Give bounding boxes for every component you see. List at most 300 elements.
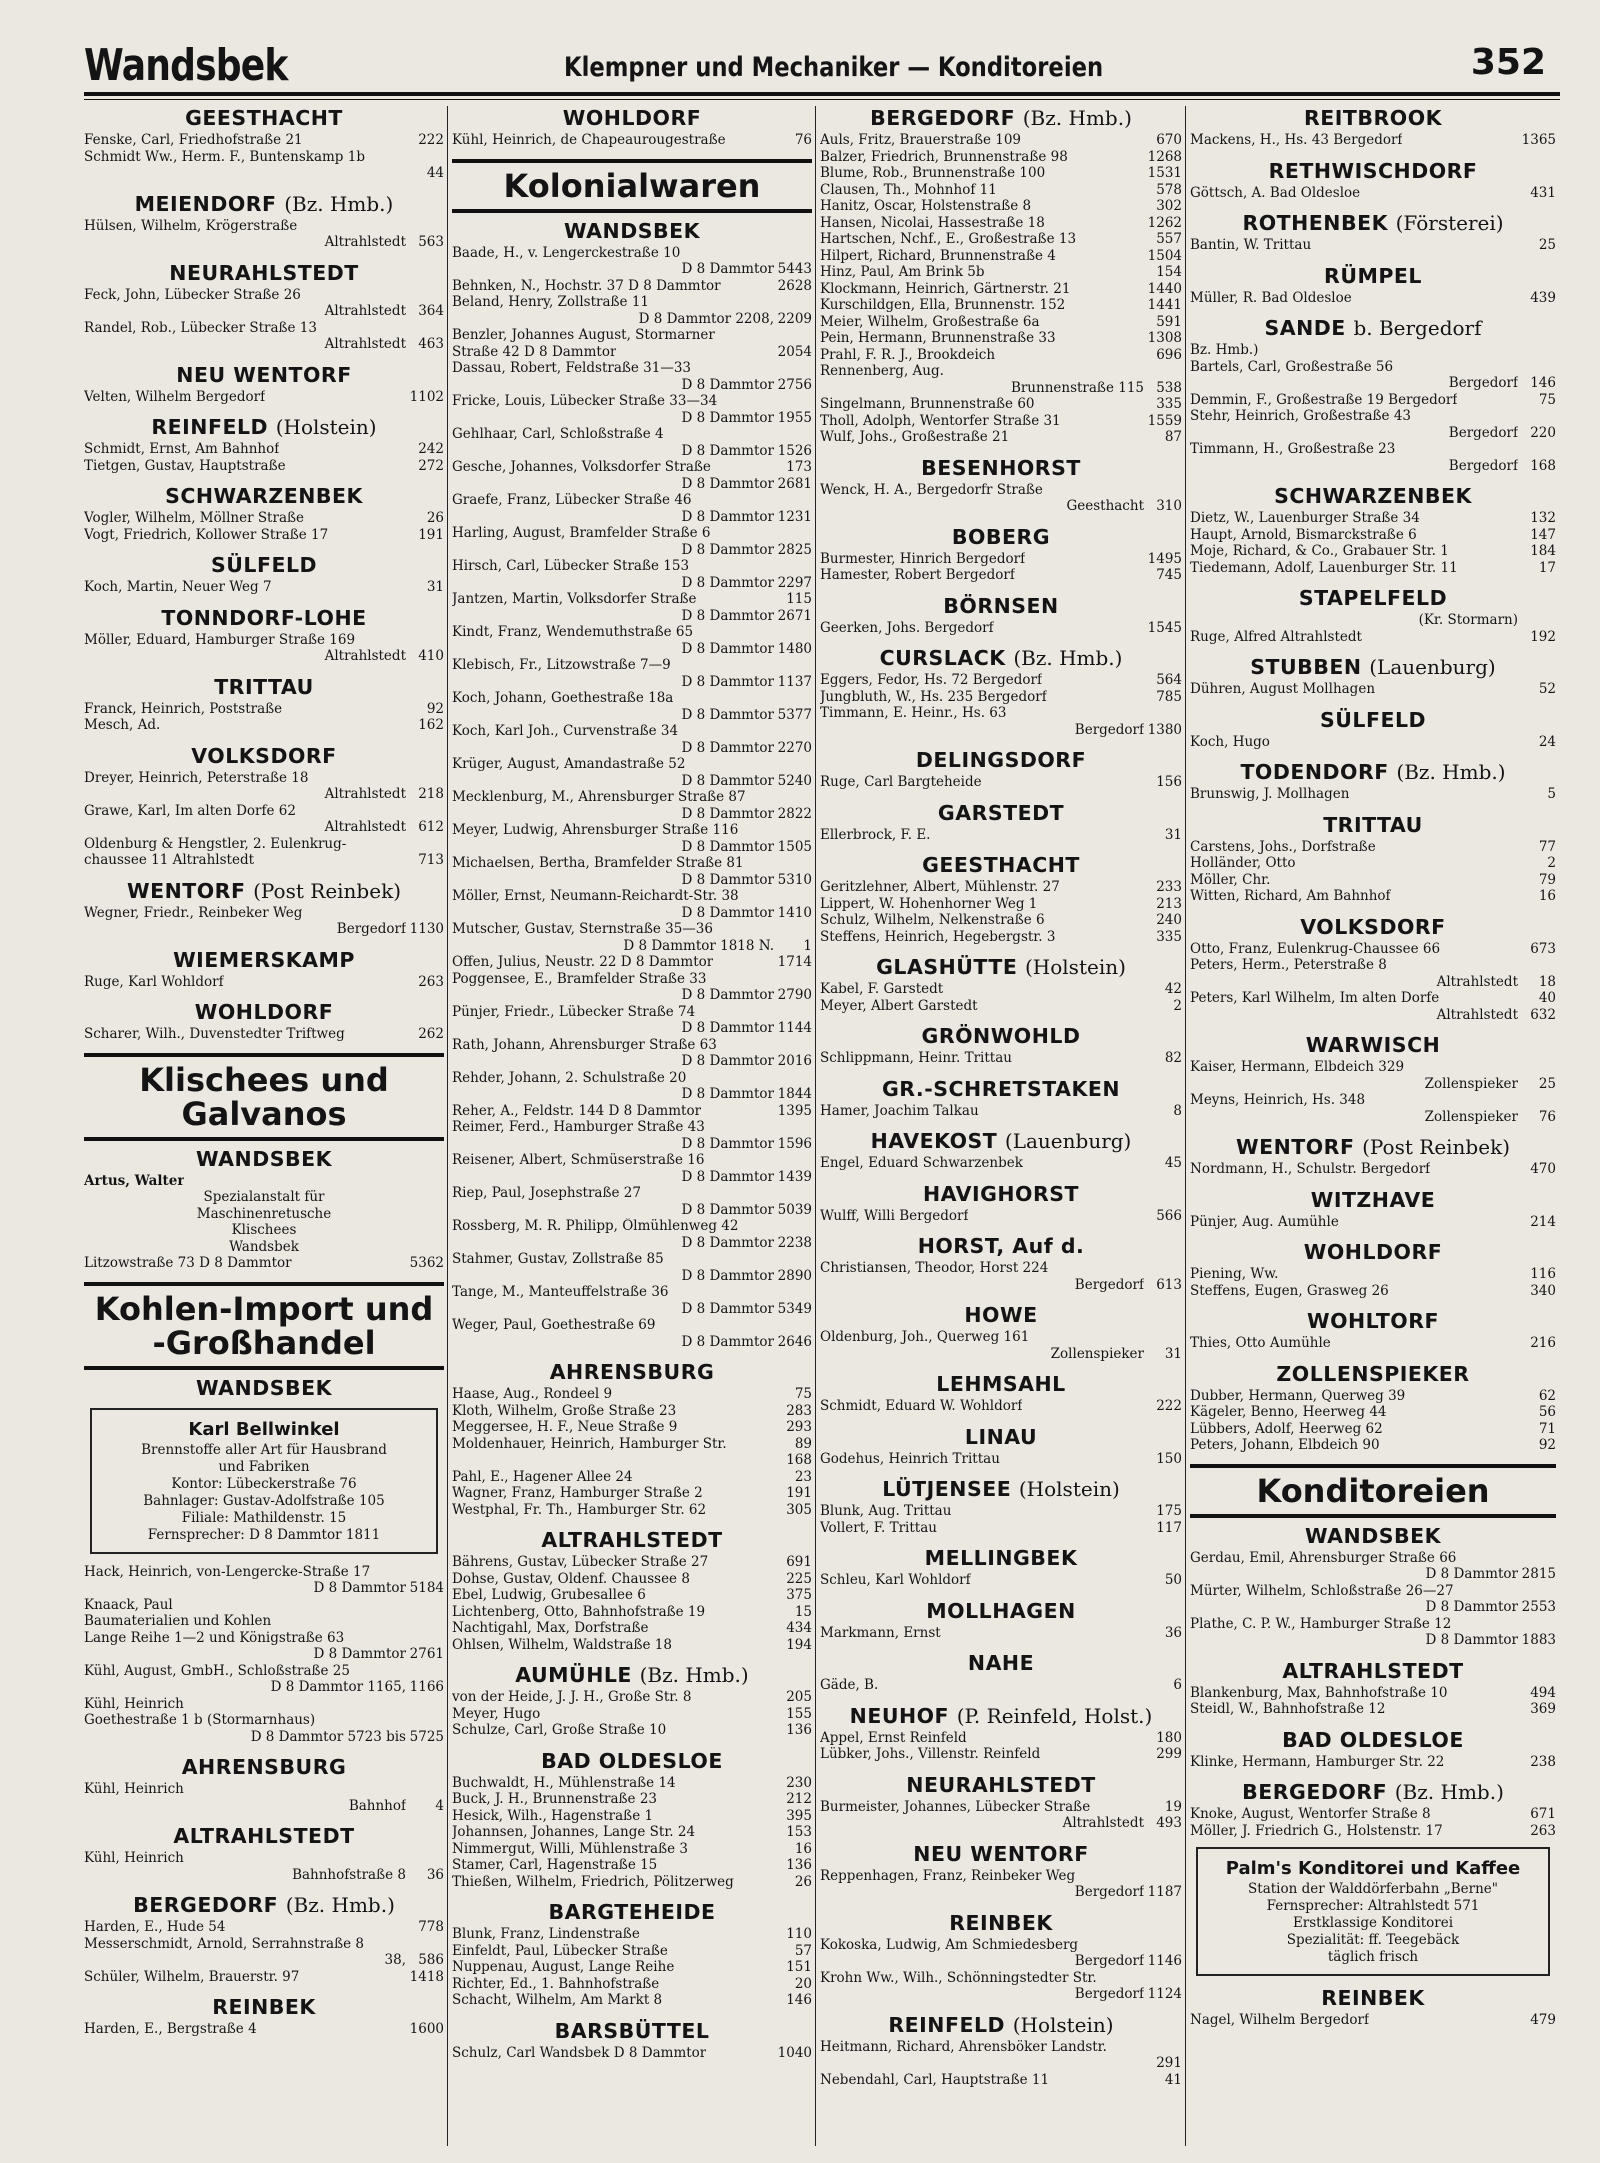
entry-phone: 15 xyxy=(794,1603,812,1620)
directory-entry xyxy=(452,1857,812,1874)
entry-phone: 5039 xyxy=(777,1201,812,1218)
place-heading xyxy=(1190,915,1556,939)
entry-text: D 8 Dammtor 5723 bis xyxy=(250,1728,406,1745)
directory-entry xyxy=(84,717,444,734)
place-heading: WANDSBEK xyxy=(195,1146,332,1171)
directory-section xyxy=(452,1360,812,1518)
directory-entry xyxy=(84,974,444,991)
directory-entry xyxy=(1190,941,1556,958)
directory-entry xyxy=(1190,185,1556,202)
entry-phone: 17 xyxy=(1538,559,1556,576)
entry-phone: 57 xyxy=(794,1942,812,1959)
entry-phone: 1480 xyxy=(777,640,812,657)
entry-phone: 1955 xyxy=(777,409,812,426)
entry-text: Möller, Chr. xyxy=(1190,871,1271,888)
entry-text: Zollenspieker xyxy=(1050,1345,1144,1362)
entry-phone: 2681 xyxy=(777,475,812,492)
directory-entry xyxy=(1190,1404,1556,1421)
place-heading xyxy=(84,415,444,439)
page-number: 352 xyxy=(1470,42,1546,83)
place-heading xyxy=(820,1077,1182,1101)
directory-section xyxy=(84,948,444,991)
directory-entry xyxy=(452,773,812,790)
place-name: LINAU xyxy=(964,1424,1038,1449)
entry-text: Vogler, Wilhelm, Möllner Straße xyxy=(84,510,304,526)
place-name: GEESTHACHT xyxy=(922,853,1080,877)
directory-entry xyxy=(452,360,812,377)
directory-entry xyxy=(84,389,444,406)
directory-section xyxy=(452,1663,812,1739)
directory-entry xyxy=(452,674,812,691)
directory-entry xyxy=(452,1976,812,1993)
entry-phone: 1102 xyxy=(409,388,444,405)
directory-entry xyxy=(452,1452,812,1469)
directory-entry xyxy=(452,822,812,839)
entry-phone: 2628 xyxy=(777,277,812,294)
directory-entry xyxy=(452,1103,812,1120)
entry-text: Timmann, H., Großestraße 23 xyxy=(1190,441,1396,457)
entry-phone: 41 xyxy=(1164,2071,1182,2088)
entry-text: Otto, Franz, Eulenkrug-Chaussee 66 xyxy=(1190,940,1441,957)
directory-section xyxy=(452,1528,812,1653)
entry-text: Möller, Eduard, Hamburger Straße 169 xyxy=(84,631,356,648)
entry-text: 38, xyxy=(384,1952,406,1968)
entry-phone: 2297 xyxy=(777,574,812,591)
entry-phone: 5349 xyxy=(777,1300,812,1317)
directory-entry xyxy=(84,1919,444,1936)
place-qualifier: (P. Reinfeld, Holst.) xyxy=(956,1703,1153,1728)
directory-section xyxy=(1190,586,1556,645)
directory-entry xyxy=(84,1696,444,1713)
directory-entry xyxy=(452,954,812,971)
place-name: LEHMSAHL xyxy=(936,1372,1066,1396)
entry-phone: 2825 xyxy=(777,541,812,558)
entry-text: Kühl, Heinrich xyxy=(84,1695,184,1712)
entry-text: Kühl, Heinrich xyxy=(84,1850,184,1866)
directory-entry xyxy=(1190,681,1556,698)
entry-text: Haase, Aug., Rondeel 9 xyxy=(452,1386,613,1402)
entry-phone: 25 xyxy=(1538,237,1556,253)
entry-phone: 75 xyxy=(794,1386,812,1402)
directory-entry xyxy=(452,740,812,757)
entry-text: Ellerbrock, F. E. xyxy=(820,826,931,843)
place-heading xyxy=(820,1303,1182,1327)
entry-text: Baade, H., v. Lengerckestraße 10 xyxy=(452,244,681,261)
directory-entry xyxy=(452,624,812,641)
entry-text: Peters, Karl Wilhelm, Im alten Dorfe xyxy=(1190,990,1440,1006)
header-town: Wandsbek xyxy=(84,40,288,91)
entry-text: Witten, Richard, Am Bahnhof xyxy=(1190,888,1391,904)
place-name: REINBEK xyxy=(212,1995,316,2019)
header-rule xyxy=(84,92,1560,96)
place-heading xyxy=(1190,813,1556,837)
directory-section xyxy=(84,261,444,353)
directory-section xyxy=(1190,211,1556,254)
entry-text: Poggensee, E., Bramfelder Straße 33 xyxy=(452,970,707,987)
entry-text: Geerken, Johs. Bergedorf xyxy=(820,619,994,636)
entry-phone: 117 xyxy=(1156,1519,1182,1536)
entry-text: Benzler, Johannes August, Stormarner xyxy=(452,327,715,343)
entry-text: Kindt, Franz, Wendemuthstraße 65 xyxy=(452,624,694,640)
entry-text: Scharer, Wilh., Duvenstedter Triftweg xyxy=(84,1026,345,1042)
directory-section xyxy=(1190,708,1556,751)
entry-phone: 92 xyxy=(426,700,444,717)
entry-phone: 283 xyxy=(786,1402,812,1419)
entry-phone: 2 xyxy=(1547,855,1556,871)
directory-entry xyxy=(452,1169,812,1186)
place-qualifier: (Post Reinbek) xyxy=(1362,1135,1510,1159)
entry-phone: 2890 xyxy=(777,1267,812,1284)
directory-section xyxy=(820,1303,1182,1362)
entry-text: Michaelsen, Bertha, Bramfelder Straße 81 xyxy=(452,855,744,871)
entry-phone: 369 xyxy=(1530,1701,1556,1717)
entry-phone: 16 xyxy=(1538,888,1556,904)
place-qualifier: (Post Reinbek) xyxy=(253,878,401,903)
entry-phone: 431 xyxy=(1530,184,1556,201)
entry-phone: 5 xyxy=(1547,786,1556,802)
directory-entry xyxy=(452,132,812,149)
directory-entry xyxy=(452,921,812,938)
entry-text: D 8 Dammtor xyxy=(681,508,774,525)
directory-section xyxy=(452,2019,812,2062)
entry-text: Geritzlehner, Albert, Mühlenstr. 27 xyxy=(820,879,1060,895)
directory-entry xyxy=(820,264,1182,281)
entry-phone: 263 xyxy=(1530,1822,1556,1839)
entry-text: Blume, Rob., Brunnenstraße 100 xyxy=(820,165,1046,181)
directory-entry xyxy=(1190,2012,1556,2029)
directory-entry xyxy=(820,879,1182,896)
place-name: BAD OLDESLOE xyxy=(541,1748,723,1773)
place-heading xyxy=(1190,586,1556,610)
directory-entry xyxy=(1190,392,1556,409)
entry-text: Harden, E., Hude 54 xyxy=(84,1919,226,1935)
directory-entry xyxy=(452,1070,812,1087)
directory-section xyxy=(820,1372,1182,1415)
place-name: ZOLLENSPIEKER xyxy=(1276,1361,1470,1386)
place-name: WOHLTORF xyxy=(1306,1309,1440,1333)
place-name: BERGEDORF xyxy=(870,106,1016,130)
entry-phone: 136 xyxy=(786,1857,812,1873)
entry-text: D 8 Dammtor xyxy=(681,871,774,888)
entry-phone: 242 xyxy=(418,441,444,457)
directory-entry xyxy=(452,905,812,922)
directory-entry xyxy=(452,377,812,394)
directory-entry xyxy=(452,641,812,658)
entry-phone: 18 xyxy=(1538,973,1556,990)
entry-phone: 168 xyxy=(1530,457,1556,474)
directory-entry xyxy=(820,1884,1182,1901)
directory-entry xyxy=(1190,629,1556,646)
entry-text: Mackens, H., Hs. 43 Bergedorf xyxy=(1190,132,1403,148)
entry-text: Koch, Karl Joh., Curvenstraße 34 xyxy=(452,723,679,739)
category-heading-line: -Großhandel xyxy=(152,1323,376,1362)
place-heading xyxy=(820,525,1182,549)
place-qualifier: (Holstein) xyxy=(1012,2012,1114,2037)
directory-entry xyxy=(820,182,1182,199)
entry-text: Dreyer, Heinrich, Peterstraße 18 xyxy=(84,769,309,786)
ad-line: und Fabriken xyxy=(218,1458,310,1475)
place-qualifier: (Bz. Hmb.) xyxy=(1396,760,1506,784)
place-name: BARGTEHEIDE xyxy=(548,1900,716,1924)
directory-entry xyxy=(84,149,444,166)
entry-text: Hansen, Nicolai, Hassestraße 18 xyxy=(820,214,1045,231)
entry-text: Offen, Julius, Neustr. 22 D 8 Dammtor xyxy=(452,954,714,970)
directory-entry xyxy=(820,215,1182,232)
place-heading xyxy=(820,1911,1182,1935)
entry-phone: 192 xyxy=(1530,628,1556,645)
entry-phone: 26 xyxy=(794,1873,812,1890)
directory-entry xyxy=(820,482,1182,499)
entry-text: D 8 Dammtor xyxy=(681,1053,774,1069)
column-divider xyxy=(447,106,448,2146)
directory-entry xyxy=(820,827,1182,844)
entry-phone: 395 xyxy=(786,1807,812,1824)
entry-text: Bergedorf xyxy=(1448,375,1518,391)
directory-section xyxy=(84,363,444,406)
directory-entry xyxy=(820,1815,1182,1832)
place-heading xyxy=(820,1129,1182,1153)
entry-text: Gäde, B. xyxy=(820,1677,879,1693)
place-name: GEESTHACHT xyxy=(185,106,343,130)
place-name: ALTRAHLSTEDT xyxy=(1282,1658,1464,1683)
place-heading xyxy=(1190,1524,1556,1548)
directory-entry xyxy=(820,672,1182,689)
directory-entry xyxy=(452,294,812,311)
directory-section xyxy=(820,1425,1182,1468)
entry-text: Möller, J. Friedrich G., Holstenstr. 17 xyxy=(1190,1822,1443,1839)
place-heading xyxy=(820,1704,1182,1728)
entry-phone: 578 xyxy=(1156,181,1182,198)
directory-entry xyxy=(452,1841,812,1858)
entry-phone: 184 xyxy=(1530,543,1556,559)
place-name: GARSTEDT xyxy=(937,800,1065,825)
directory-entry xyxy=(820,380,1182,397)
entry-phone: 1187 xyxy=(1147,1884,1182,1900)
entry-phone: 263 xyxy=(418,973,444,990)
entry-text: D 8 Dammtor xyxy=(1425,1566,1518,1582)
entry-text: Rehder, Johann, 2. Schulstraße 20 xyxy=(452,1069,687,1086)
entry-phone: 205 xyxy=(786,1689,812,1705)
place-heading xyxy=(820,1024,1182,1048)
entry-text: Ruge, Carl Bargteheide xyxy=(820,774,982,790)
directory-entry xyxy=(84,1798,444,1815)
entry-text: Bergedorf xyxy=(1074,1953,1144,1969)
entry-text: Velten, Wilhelm Bergedorf xyxy=(84,388,266,405)
entry-phone: 180 xyxy=(1156,1729,1182,1746)
directory-entry xyxy=(1190,290,1556,307)
entry-text: Pünjer, Friedr., Lübecker Straße 74 xyxy=(452,1003,696,1020)
entry-text: Kloth, Wilhelm, Große Straße 23 xyxy=(452,1402,677,1419)
directory-entry xyxy=(820,248,1182,265)
place-heading xyxy=(820,801,1182,825)
entry-text: Meyer, Albert Garstedt xyxy=(820,997,978,1014)
directory-entry xyxy=(452,855,812,872)
directory-section xyxy=(84,1995,444,2038)
directory-section xyxy=(820,1599,1182,1642)
directory-entry xyxy=(820,297,1182,314)
entry-text: Holländer, Otto xyxy=(1190,855,1296,871)
place-qualifier: (Bz. Hmb.) xyxy=(285,1893,395,1917)
entry-text: Hirsch, Carl, Lübecker Straße 153 xyxy=(452,558,690,574)
ad-line: Filiale: Mathildenstr. 15 xyxy=(181,1509,347,1526)
entry-text: Bergedorf xyxy=(1074,1884,1144,1900)
column-4 xyxy=(1190,106,1556,2146)
directory-entry xyxy=(452,245,812,262)
entry-text: D 8 Dammtor xyxy=(681,607,774,624)
entry-phone: 233 xyxy=(1156,879,1182,895)
directory-entry xyxy=(84,234,444,251)
directory-entry xyxy=(452,476,812,493)
entry-phone: 2822 xyxy=(777,805,812,822)
entry-text: Richter, Ed., 1. Bahnhofstraße xyxy=(452,1975,660,1992)
directory-entry xyxy=(820,1277,1182,1294)
directory-entry xyxy=(820,722,1182,739)
entry-text: Klebisch, Fr., Litzowstraße 7—9 xyxy=(452,657,671,673)
entry-text: Schmidt Ww., Herm. F., Buntenskamp 1b xyxy=(84,148,365,165)
entry-phone: 89 xyxy=(794,1435,812,1452)
directory-section xyxy=(820,1477,1182,1536)
entry-text: Blankenburg, Max, Bahnhofstraße 10 xyxy=(1190,1684,1448,1701)
entry-text: Eggers, Fedor, Hs. 72 Bergedorf xyxy=(820,672,1042,688)
entry-phone: 153 xyxy=(786,1824,812,1840)
place-heading xyxy=(452,106,812,130)
entry-text: Schmidt, Ernst, Am Bahnhof xyxy=(84,441,280,457)
directory-entry xyxy=(820,705,1182,722)
entry-text: Kühl, August, GmbH., Schloßstraße 25 xyxy=(84,1662,350,1679)
entry-text: Lippert, W. Hohenhorner Weg 1 xyxy=(820,895,1038,912)
entry-text: Altrahlstedt xyxy=(1062,1815,1144,1831)
entry-phone: 5240 xyxy=(777,772,812,789)
entry-text: Clausen, Th., Mohnhof 11 xyxy=(820,181,997,198)
directory-section xyxy=(820,106,1182,446)
entry-phone: 76 xyxy=(794,132,812,148)
entry-text: Steffens, Eugen, Grasweg 26 xyxy=(1190,1282,1389,1299)
entry-phone: 1844 xyxy=(777,1086,812,1102)
entry-text: D 8 Dammtor xyxy=(1425,1599,1518,1615)
entry-text: Graefe, Franz, Lübecker Straße 46 xyxy=(452,492,692,508)
entry-phone: 671 xyxy=(1530,1806,1556,1822)
entry-text: Burmeister, Johannes, Lübecker Straße xyxy=(820,1798,1091,1815)
place-name: TODENDORF xyxy=(1240,760,1389,784)
entry-text: D 8 Dammtor xyxy=(681,1135,774,1152)
place-heading xyxy=(1190,106,1556,130)
entry-text: Bahnhofstraße 8 xyxy=(292,1866,406,1883)
place-name: BOBERG xyxy=(951,524,1051,549)
entry-text: Blunk, Aug. Trittau xyxy=(820,1503,952,1519)
ad-line: Maschinenretusche xyxy=(196,1205,332,1222)
place-name: WANDSBEK xyxy=(1304,1523,1441,1548)
place-heading xyxy=(1190,655,1556,679)
directory-entry xyxy=(452,723,812,740)
directory-entry xyxy=(820,413,1182,430)
entry-phone: 1504 xyxy=(1147,247,1182,264)
entry-phone: 5310 xyxy=(777,871,812,888)
directory-entry xyxy=(452,1235,812,1252)
directory-entry xyxy=(452,575,812,592)
place-qualifier: (Lauenburg) xyxy=(1369,655,1496,679)
entry-text: Wagner, Franz, Hamburger Straße 2 xyxy=(452,1485,703,1501)
entry-text: Bergedorf xyxy=(336,921,406,937)
entry-phone: 1144 xyxy=(777,1020,812,1036)
entry-text: Meyer, Hugo xyxy=(452,1705,541,1722)
directory-entry xyxy=(84,921,444,938)
directory-entry xyxy=(1190,990,1556,1007)
entry-phone: 494 xyxy=(1530,1684,1556,1701)
place-heading xyxy=(1190,1659,1556,1683)
entry-text: Stehr, Heinrich, Großestraße 43 xyxy=(1190,408,1411,424)
entry-text: Brunnenstraße 115 xyxy=(1010,379,1144,396)
directory-section xyxy=(1190,1188,1556,1231)
directory-entry xyxy=(84,836,444,853)
entry-text: Baumaterialien und Kohlen xyxy=(84,1613,272,1629)
entry-text: Reimer, Ferd., Hamburger Straße 43 xyxy=(452,1119,705,1135)
directory-section xyxy=(1190,316,1556,474)
entry-phone: 302 xyxy=(1156,198,1182,214)
entry-phone: 434 xyxy=(786,1620,812,1636)
entry-text: Hamester, Robert Bergedorf xyxy=(820,567,1015,583)
entry-text: Koch, Johann, Goethestraße 18a xyxy=(452,690,674,706)
entry-text: Dohse, Gustav, Oldenf. Chaussee 8 xyxy=(452,1570,690,1587)
entry-text: Altrahlstedt xyxy=(1436,973,1518,990)
entry-text: Bergedorf xyxy=(1448,457,1518,474)
entry-text: Meyer, Ludwig, Ahrensburger Straße 116 xyxy=(452,822,739,838)
entry-text: Blunk, Franz, Lindenstraße xyxy=(452,1926,640,1942)
directory-entry xyxy=(452,1808,812,1825)
entry-text: Plathe, C. P. W., Hamburger Straße 12 xyxy=(1190,1615,1452,1632)
entry-phone: 335 xyxy=(1156,396,1182,412)
place-name: NEU WENTORF xyxy=(913,1841,1089,1866)
entry-text: Schleu, Karl Wohldorf xyxy=(820,1572,971,1588)
entry-text: Lichtenberg, Otto, Bahnhofstraße 19 xyxy=(452,1603,706,1620)
place-heading xyxy=(84,1000,444,1024)
place-name: DELINGSDORF xyxy=(915,748,1087,772)
entry-phone: 5443 xyxy=(777,261,812,277)
entry-name xyxy=(84,1173,444,1190)
entry-phone: 305 xyxy=(786,1501,812,1518)
place-heading xyxy=(84,553,444,577)
entry-text: Engel, Eduard Schwarzenbek xyxy=(820,1155,1023,1171)
place-name: REINFELD xyxy=(151,415,269,439)
directory-entry xyxy=(452,1959,812,1976)
place-heading xyxy=(820,1234,1182,1258)
place-heading xyxy=(1190,1780,1556,1804)
directory-entry xyxy=(452,888,812,905)
directory-section xyxy=(1190,655,1556,698)
entry-phone: 538 xyxy=(1156,379,1182,396)
place-heading xyxy=(820,748,1182,772)
place-heading xyxy=(1190,484,1556,508)
directory-entry xyxy=(452,1152,812,1169)
directory-entry xyxy=(1190,1754,1556,1771)
directory-entry xyxy=(84,648,444,665)
directory-section xyxy=(1190,813,1556,905)
entry-text: Schüler, Wilhelm, Brauerstr. 97 xyxy=(84,1968,300,1985)
entry-text: Rossberg, M. R. Philipp, Ölmühlenweg 42 xyxy=(452,1218,739,1234)
entry-text: Christiansen, Theodor, Horst 224 xyxy=(820,1260,1049,1276)
entry-phone: 116 xyxy=(1530,1266,1556,1282)
entry-text: Bz. Hmb.) xyxy=(1190,342,1259,358)
entry-text: Dassau, Robert, Feldstraße 31—33 xyxy=(452,360,692,376)
entry-text: D 8 Dammtor xyxy=(681,574,774,591)
entry-phone: 691 xyxy=(786,1554,812,1570)
directory-entry xyxy=(452,1554,812,1571)
directory-entry xyxy=(452,1386,812,1403)
entry-phone: 220 xyxy=(1530,424,1556,441)
entry-phone: 6 xyxy=(1173,1677,1182,1693)
entry-phone: 147 xyxy=(1530,526,1556,543)
directory-section xyxy=(820,646,1182,738)
entry-text: D 8 Dammtor xyxy=(681,1086,774,1102)
